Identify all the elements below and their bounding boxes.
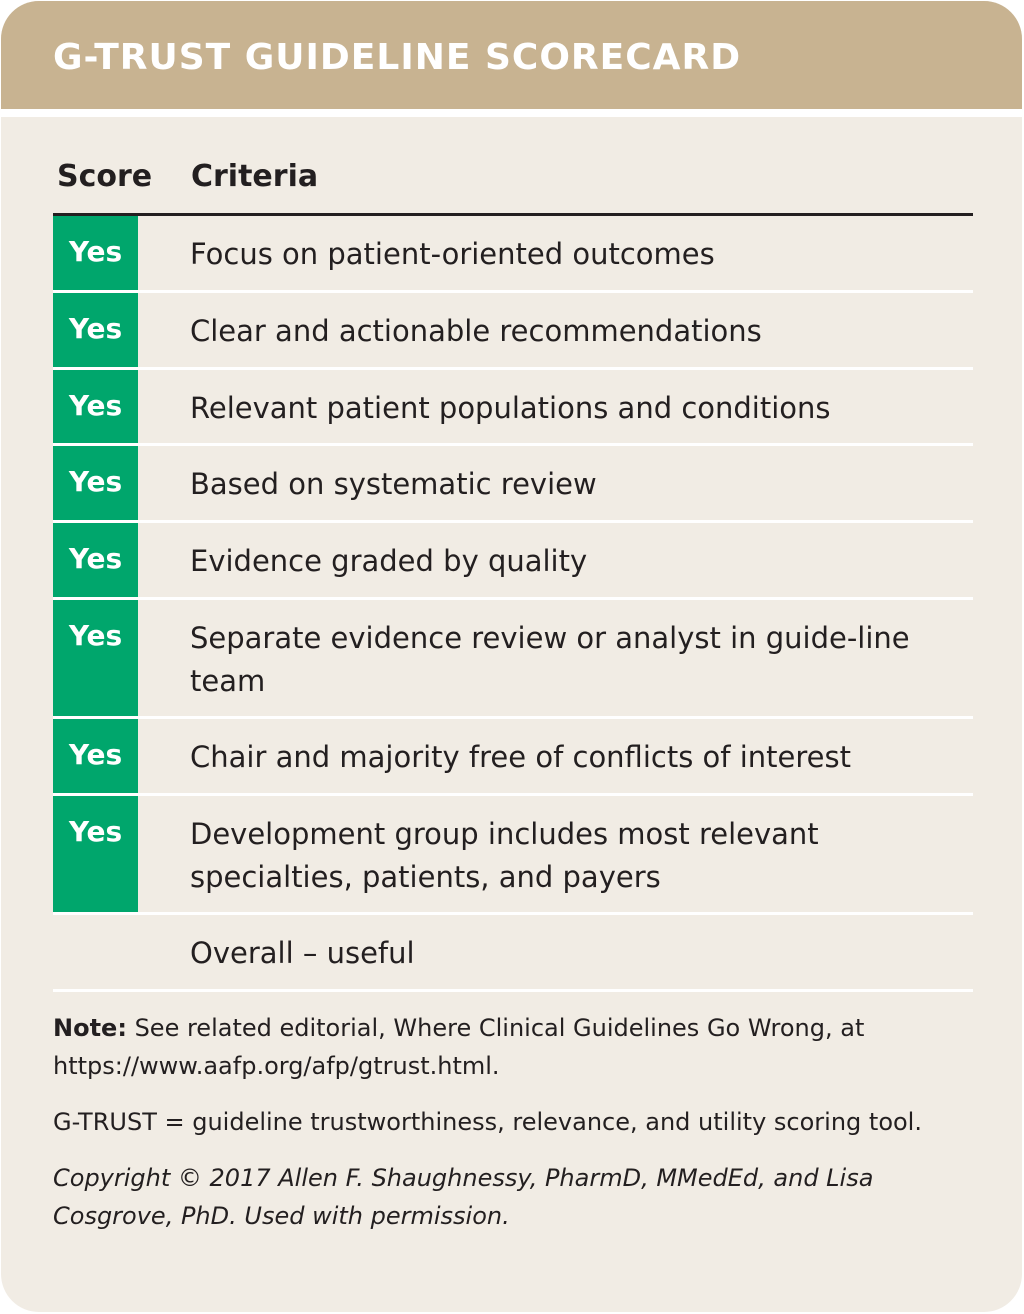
- table-row: [53, 216, 973, 293]
- header-bar: [1, 1, 1022, 117]
- copyright-notice: Copyright © 2017 Allen F. Shaughnessy, PharmD, MMedEd, and Lisa Cosgrove, PhD. Used with permission.: [53, 1164, 874, 1230]
- criteria-text: Development group includes most relevant specialties, patients, and payers: [190, 817, 819, 894]
- criteria-text: Based on systematic review: [190, 467, 597, 501]
- criteria-text: Relevant patient populations and conditions: [190, 391, 831, 425]
- score-value: Yes: [68, 542, 123, 575]
- table-row: [53, 523, 973, 600]
- overall-text: Overall – useful: [190, 936, 415, 970]
- column-header-score: Score: [57, 159, 153, 194]
- score-value: Yes: [68, 235, 123, 268]
- score-value: Yes: [68, 465, 123, 498]
- criteria-text: Separate evidence review or analyst in guide-line team: [190, 621, 910, 698]
- table-row: [53, 600, 973, 719]
- abbreviation-note: G-TRUST = guideline trustworthiness, relevance, and utility scoring tool.: [53, 1108, 922, 1136]
- score-value: Yes: [68, 619, 123, 652]
- score-value: Yes: [68, 389, 123, 422]
- score-value: Yes: [68, 738, 123, 771]
- table-row: [53, 796, 973, 915]
- criteria-text: Focus on patient-oriented outcomes: [190, 237, 715, 271]
- table-row-overall: [53, 915, 973, 992]
- table-row: [53, 719, 973, 796]
- table-header: [53, 151, 973, 216]
- table-row: [53, 446, 973, 523]
- scorecard: [1, 1, 1022, 1312]
- criteria-text: Clear and actionable recommendations: [190, 314, 762, 348]
- notes-section: [53, 1009, 978, 1253]
- table-row: [53, 370, 973, 446]
- criteria-table: [53, 216, 973, 992]
- score-value: Yes: [68, 815, 123, 848]
- criteria-text: Evidence graded by quality: [190, 544, 588, 578]
- note-text: See related editorial, Where Clinical Guidelines Go Wrong, at https://www.aafp.org/afp/gtrust.html.: [53, 1014, 865, 1080]
- page-title: G-TRUST GUIDELINE SCORECARD: [53, 37, 742, 78]
- criteria-text: Chair and majority free of conflicts of interest: [190, 740, 851, 774]
- note-paragraph: [53, 1009, 978, 1085]
- score-value: Yes: [68, 312, 123, 345]
- note-label: Note:: [53, 1014, 127, 1042]
- column-header-criteria: Criteria: [191, 159, 319, 194]
- table-row: [53, 293, 973, 370]
